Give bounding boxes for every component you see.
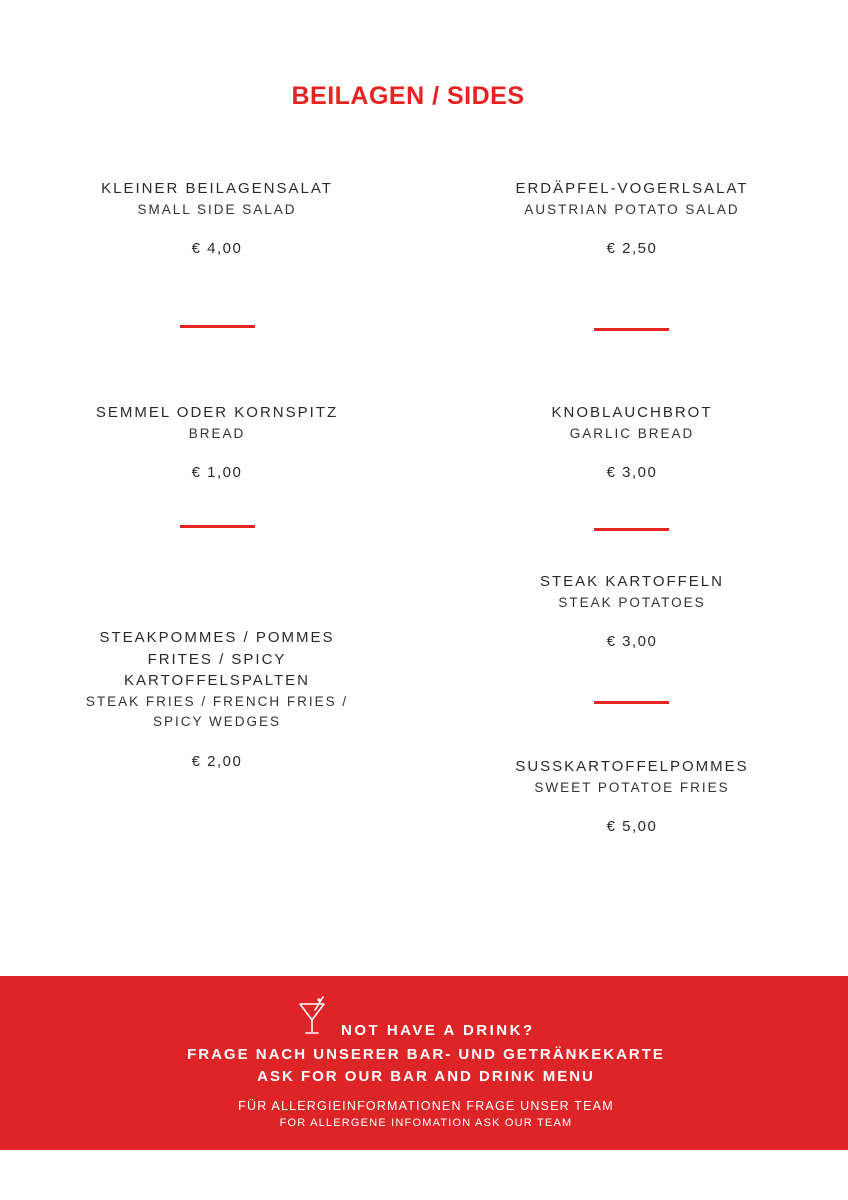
item-name-de: KLEINER BEILAGENSALAT <box>101 180 333 197</box>
item-price: € 1,00 <box>191 464 243 481</box>
menu-item-sweet-potato-fries <box>497 756 767 835</box>
item-name-en: AUSTRIAN POTATO SALAD <box>524 201 740 217</box>
item-name-en: GARLIC BREAD <box>569 425 695 441</box>
item-price: € 2,00 <box>191 752 243 770</box>
item-price: € 2,50 <box>606 240 658 257</box>
item-name-de: ERDÄPFEL-VOGERLSALAT <box>515 180 749 197</box>
item-price: € 4,00 <box>191 240 243 257</box>
footer-banner <box>0 976 848 1150</box>
divider <box>180 325 255 328</box>
item-name-en: STEAK FRIES / FRENCH FRIES / SPICY WEDGES <box>85 693 349 729</box>
menu-item-steak-fries <box>82 627 352 770</box>
item-name-en: BREAD <box>188 425 246 441</box>
item-name-de: SUSSKARTOFFELPOMMES <box>515 758 749 775</box>
drink-question: NOT HAVE A DRINK? <box>341 1022 535 1039</box>
divider <box>180 525 255 528</box>
allergy-info-de: FÜR ALLERGIEINFORMATIONEN FRAGE UNSER TEAM <box>238 1099 614 1113</box>
divider <box>594 328 669 331</box>
drink-prompt <box>0 996 848 1039</box>
item-name-de: STEAKPOMMES / POMMES FRITES / SPICY KARTOFFELSPALTEN <box>99 629 335 689</box>
item-name-de: STEAK KARTOFFELN <box>540 573 724 590</box>
divider <box>594 701 669 704</box>
item-price: € 3,00 <box>606 464 658 481</box>
item-name-en: STEAK POTATOES <box>558 594 706 610</box>
divider <box>594 528 669 531</box>
menu-item-small-side-salad <box>82 178 352 257</box>
item-name-en: SWEET POTATOE FRIES <box>534 779 730 795</box>
menu-item-bread <box>82 402 352 481</box>
item-name-en: SMALL SIDE SALAD <box>137 201 297 217</box>
menu-item-steak-potatoes <box>497 571 767 650</box>
page-title: BEILAGEN / SIDES <box>291 82 525 110</box>
cocktail-glass-icon <box>297 996 327 1041</box>
item-price: € 5,00 <box>606 818 658 835</box>
allergy-info-en: FOR ALLERGENE INFOMATION ASK OUR TEAM <box>279 1117 573 1129</box>
item-name-de: KNOBLAUCHBROT <box>551 404 713 421</box>
bar-menu-de: FRAGE NACH UNSERER BAR- UND GETRÄNKEKARTE <box>187 1046 665 1063</box>
menu-item-potato-salad <box>497 178 767 257</box>
menu-item-garlic-bread <box>497 402 767 481</box>
bar-menu-en: ASK FOR OUR BAR AND DRINK MENU <box>257 1068 595 1085</box>
item-name-de: SEMMEL ODER KORNSPITZ <box>95 404 339 421</box>
item-price: € 3,00 <box>606 633 658 650</box>
